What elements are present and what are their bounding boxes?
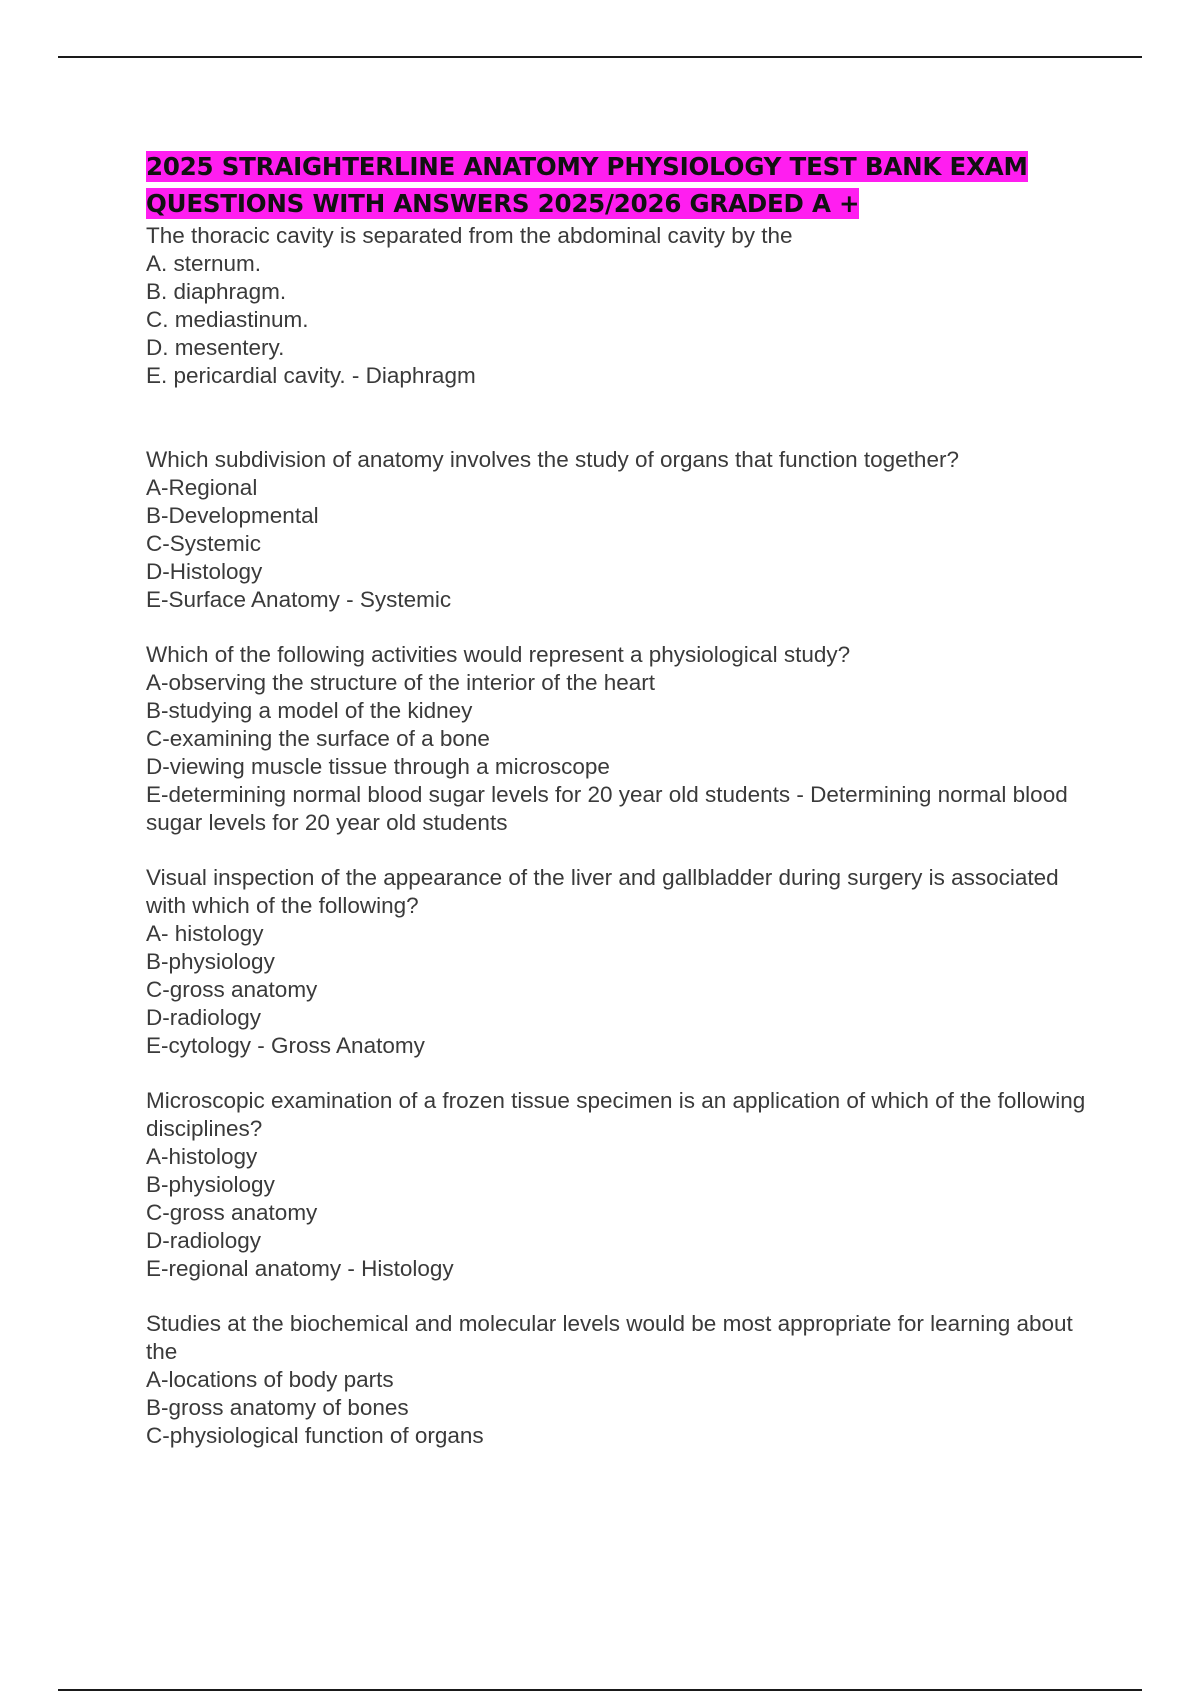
bottom-rule	[58, 1689, 1142, 1691]
answer-option: D-Histology	[146, 559, 263, 584]
answer-option: C-physiological function of organs	[146, 1423, 484, 1448]
answer-option: B-Developmental	[146, 503, 319, 528]
question-block	[146, 1087, 1086, 1283]
answer-option: C. mediastinum.	[146, 307, 309, 332]
question-block	[146, 864, 1086, 1060]
title-highlight: 2025 STRAIGHTERLINE ANATOMY PHYSIOLOGY TEST BANK EXAM QUESTIONS WITH ANSWERS 2025/2026 GRADED A +	[146, 152, 1028, 218]
answer-option: E-Surface Anatomy - Systemic	[146, 587, 452, 612]
answer-option: B-physiology	[146, 949, 275, 974]
answer-option: B-physiology	[146, 1172, 275, 1197]
document-title	[146, 148, 1086, 222]
answer-option: E-cytology - Gross Anatomy	[146, 1033, 425, 1058]
question-stem: Which of the following activities would represent a physiological study?	[146, 642, 851, 667]
answer-option: A-Regional	[146, 475, 258, 500]
answer-option: D-radiology	[146, 1005, 262, 1030]
answer-option: C-examining the surface of a bone	[146, 726, 490, 751]
answer-option: B-gross anatomy of bones	[146, 1395, 409, 1420]
top-rule	[58, 56, 1142, 58]
question-stem: Visual inspection of the appearance of the liver and gallbladder during surgery is associated with which of the following?	[146, 865, 1059, 918]
answer-option: E-determining normal blood sugar levels for 20 year old students - Determining normal blood sugar levels for 20 year old students	[146, 782, 1068, 835]
answer-option: A. sternum.	[146, 251, 262, 276]
answer-option: D-radiology	[146, 1228, 262, 1253]
document-body	[146, 148, 1086, 1450]
answer-option: C-Systemic	[146, 531, 262, 556]
question-block	[146, 222, 1086, 390]
answer-option: C-gross anatomy	[146, 1200, 318, 1225]
question-stem: Microscopic examination of a frozen tissue specimen is an application of which of the following disciplines?	[146, 1088, 1086, 1141]
question-stem: Which subdivision of anatomy involves the study of organs that function together?	[146, 447, 959, 472]
question-stem: Studies at the biochemical and molecular levels would be most appropriate for learning about the	[146, 1311, 1073, 1364]
answer-option: E. pericardial cavity. - Diaphragm	[146, 363, 476, 388]
answer-option: B. diaphragm.	[146, 279, 287, 304]
question-stem: The thoracic cavity is separated from the abdominal cavity by the	[146, 223, 793, 248]
answer-option: C-gross anatomy	[146, 977, 318, 1002]
answer-option: B-studying a model of the kidney	[146, 698, 473, 723]
question-block	[146, 446, 1086, 614]
answer-option: E-regional anatomy - Histology	[146, 1256, 454, 1281]
answer-option: A-locations of body parts	[146, 1367, 394, 1392]
answer-option: A-observing the structure of the interior of the heart	[146, 670, 656, 695]
question-block	[146, 1310, 1086, 1450]
answer-option: D-viewing muscle tissue through a microscope	[146, 754, 610, 779]
question-block	[146, 641, 1086, 837]
answer-option: A- histology	[146, 921, 264, 946]
answer-option: A-histology	[146, 1144, 258, 1169]
answer-option: D. mesentery.	[146, 335, 285, 360]
